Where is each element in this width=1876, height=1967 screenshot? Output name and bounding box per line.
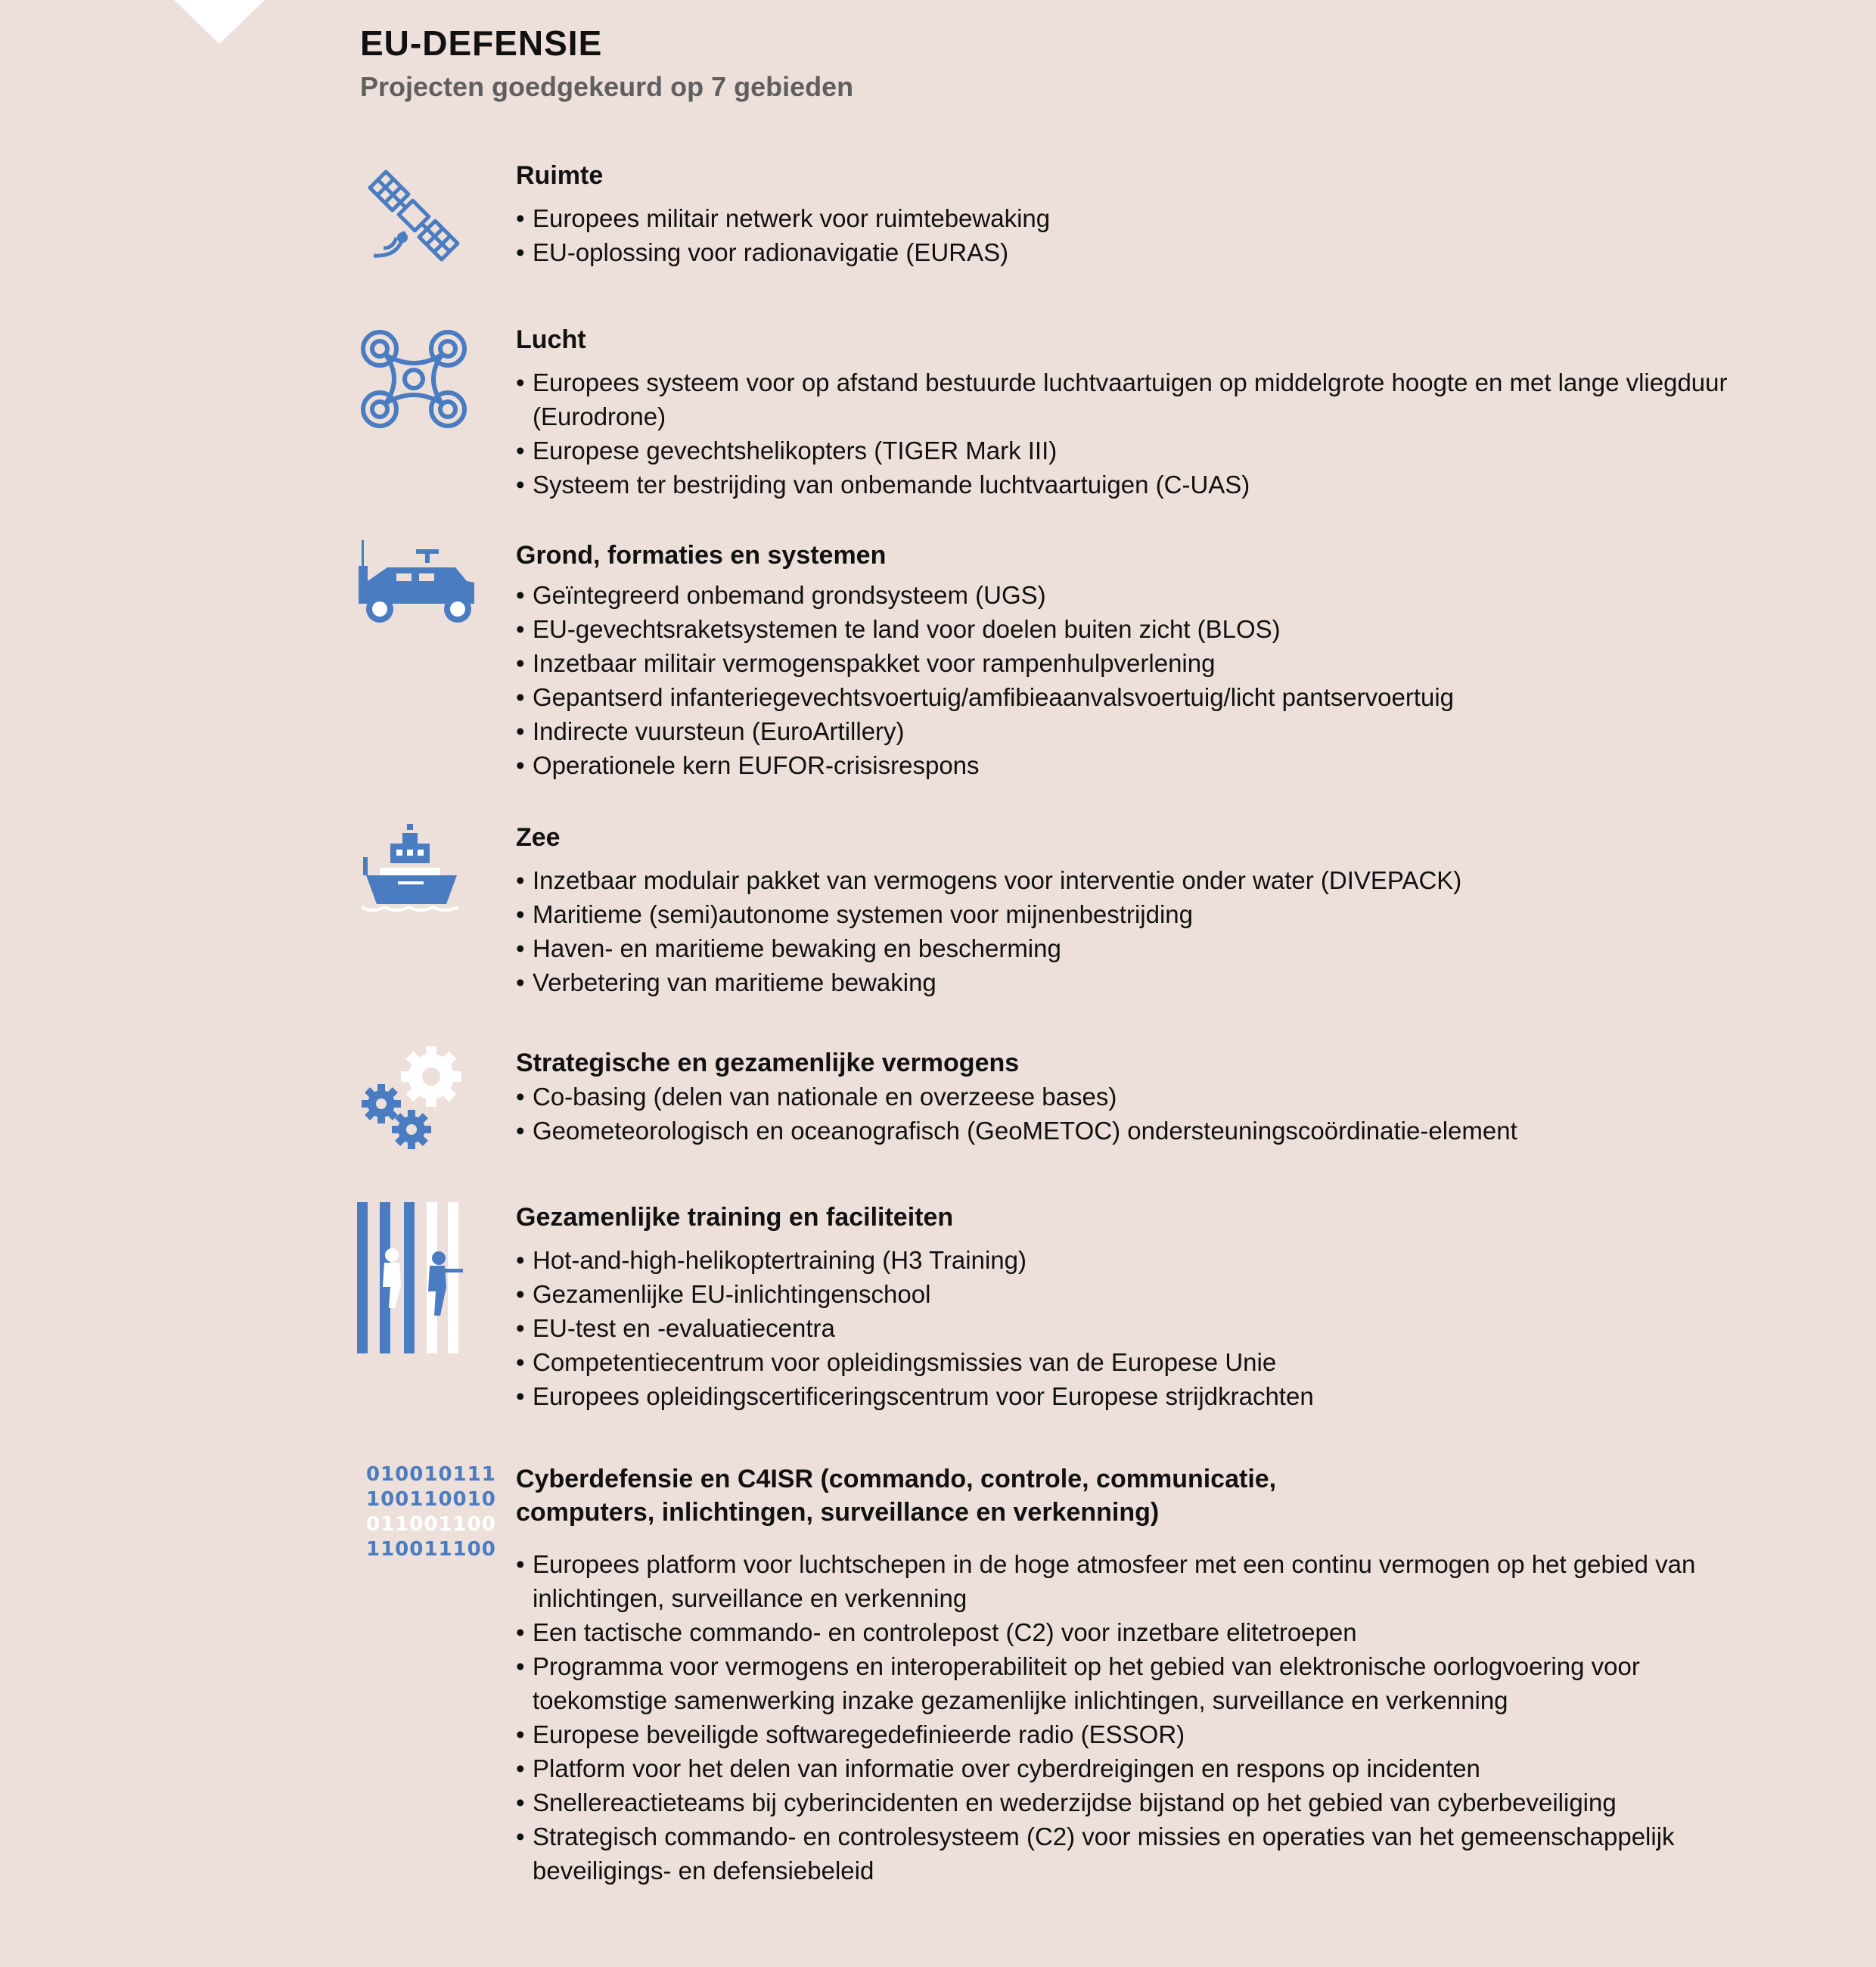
item-list [516, 1243, 1847, 1413]
section-content [516, 1462, 1726, 1888]
binary-code-icon [366, 1462, 496, 1562]
list-item: • Gezamenlijke EU-inlichtingenschool [516, 1277, 1847, 1311]
list-item: • Haven- en maritieme bewaking en bescherming [516, 931, 1847, 965]
list-item: • EU-oplossing voor radionavigatie (EURAS) [516, 235, 1847, 269]
item-list [516, 1080, 1847, 1148]
item-list [516, 365, 1847, 502]
list-item: • Platform voor het delen van informatie over cyberdreigingen en respons op incidenten [516, 1751, 1696, 1785]
section-title: Grond, formaties en systemen [516, 541, 887, 570]
list-item: • Systeem ter bestrijding van onbemande luchtvaartuigen (C-UAS) [516, 468, 1847, 502]
list-item: • Hot-and-high-helikoptertraining (H3 Training) [516, 1243, 1847, 1277]
list-item: • Europees opleidingscertificeringscentrum voor Europese strijdkrachten [516, 1379, 1847, 1413]
list-item: • Competentiecentrum voor opleidingsmissies van de Europese Unie [516, 1345, 1847, 1379]
training-soldiers-icon [357, 1202, 478, 1357]
list-item: • Een tactische commando- en controlepost (C2) voor inzetbare elitetroepen [516, 1615, 1696, 1649]
list-item: • Europese gevechtshelikopters (TIGER Mark III) [516, 433, 1847, 468]
page-header [360, 21, 853, 104]
list-item: • Verbetering van maritieme bewaking [516, 965, 1847, 999]
list-item: • Operationele kern EUFOR-crisisrespons [516, 748, 1847, 782]
section-title: Strategische en gezamenlijke vermogens [516, 1049, 1020, 1077]
satellite-icon [357, 159, 478, 276]
list-item: • Geometeorologisch en oceanografisch (GeoMETOC) ondersteuningscoördinatie-element [516, 1114, 1847, 1148]
list-item: • Europese beveiligde softwaregedefinieerde radio (ESSOR) [516, 1717, 1696, 1751]
item-list [516, 1547, 1696, 1888]
ship-icon [357, 821, 478, 919]
list-item: • Maritieme (semi)autonome systemen voor mijnenbestrijding [516, 897, 1847, 931]
list-item: • EU-gevechtsraketsystemen te land voor doelen buiten zicht (BLOS) [516, 612, 1847, 646]
binary-line: 010010111 [366, 1463, 496, 1486]
section-content [516, 1046, 1847, 1148]
list-item: • Inzetbaar militair vermogenspakket voor rampenhulpverlening [516, 646, 1847, 680]
item-list [516, 863, 1847, 999]
section-content [516, 1201, 1847, 1413]
section-content [516, 821, 1847, 999]
list-item: • Europees militair netwerk voor ruimtebewaking [516, 201, 1847, 235]
gears-icon [357, 1046, 478, 1156]
section-content [516, 159, 1847, 269]
corner-notch [174, 0, 265, 44]
section-title: Cyberdefensie en C4ISR (commando, controle, communicatie, computers, inlichtingen, surveillance en verkenning) [516, 1465, 1277, 1527]
list-item: • Co-basing (delen van nationale en overzeese bases) [516, 1080, 1847, 1114]
page-subtitle: Projecten goedgekeurd op 7 gebieden [360, 71, 854, 102]
list-item: • Snellereactieteams bij cyberincidenten en wederzijdse bijstand op het gebied van cyberbeveiliging [516, 1785, 1696, 1819]
binary-line: 011001100 [366, 1513, 496, 1536]
page-title: EU-DEFENSIE [360, 23, 603, 63]
military-vehicle-icon [357, 539, 478, 629]
list-item: • Indirecte vuursteun (EuroArtillery) [516, 714, 1847, 748]
list-item: • Strategisch commando- en controlesysteem (C2) voor missies en operaties van het gemeenschappelijk beveiligings- en defensiebeleid [516, 1819, 1696, 1888]
list-item: • Inzetbaar modulair pakket van vermogens voor interventie onder water (DIVEPACK) [516, 863, 1847, 897]
section-title: Lucht [516, 325, 586, 354]
section-title: Ruimte [516, 161, 604, 190]
list-item: • Europees systeem voor op afstand bestuurde luchtvaartuigen op middelgrote hoogte en met lange vliegduur (Eurodrone) [516, 365, 1847, 433]
list-item: • Gepantserd infanteriegevechtsvoertuig/amfibieaanvalsvoertuig/licht pantservoertuig [516, 680, 1847, 714]
list-item: • Geïntegreerd onbemand grondsysteem (UGS) [516, 578, 1847, 612]
drone-icon [357, 326, 478, 436]
section-title: Gezamenlijke training en faciliteiten [516, 1203, 954, 1232]
section-title: Zee [516, 823, 561, 852]
item-list [516, 201, 1847, 269]
section-content [516, 539, 1847, 782]
item-list [516, 578, 1847, 782]
list-item: • Europees platform voor luchtschepen in de hoge atmosfeer met een continu vermogen op het gebied van inlichtingen, surveillance en verkenning [516, 1547, 1696, 1615]
section-content [516, 323, 1847, 502]
binary-line: 110011100 [366, 1538, 496, 1561]
list-item: • Programma voor vermogens en interoperabiliteit op het gebied van elektronische oorlogvoering voor toekomstige samenwerking inzake gezamenlijke inlichtingen, surveillance en verkenning [516, 1649, 1696, 1717]
list-item: • EU-test en -evaluatiecentra [516, 1311, 1847, 1345]
binary-line: 100110010 [366, 1488, 496, 1511]
